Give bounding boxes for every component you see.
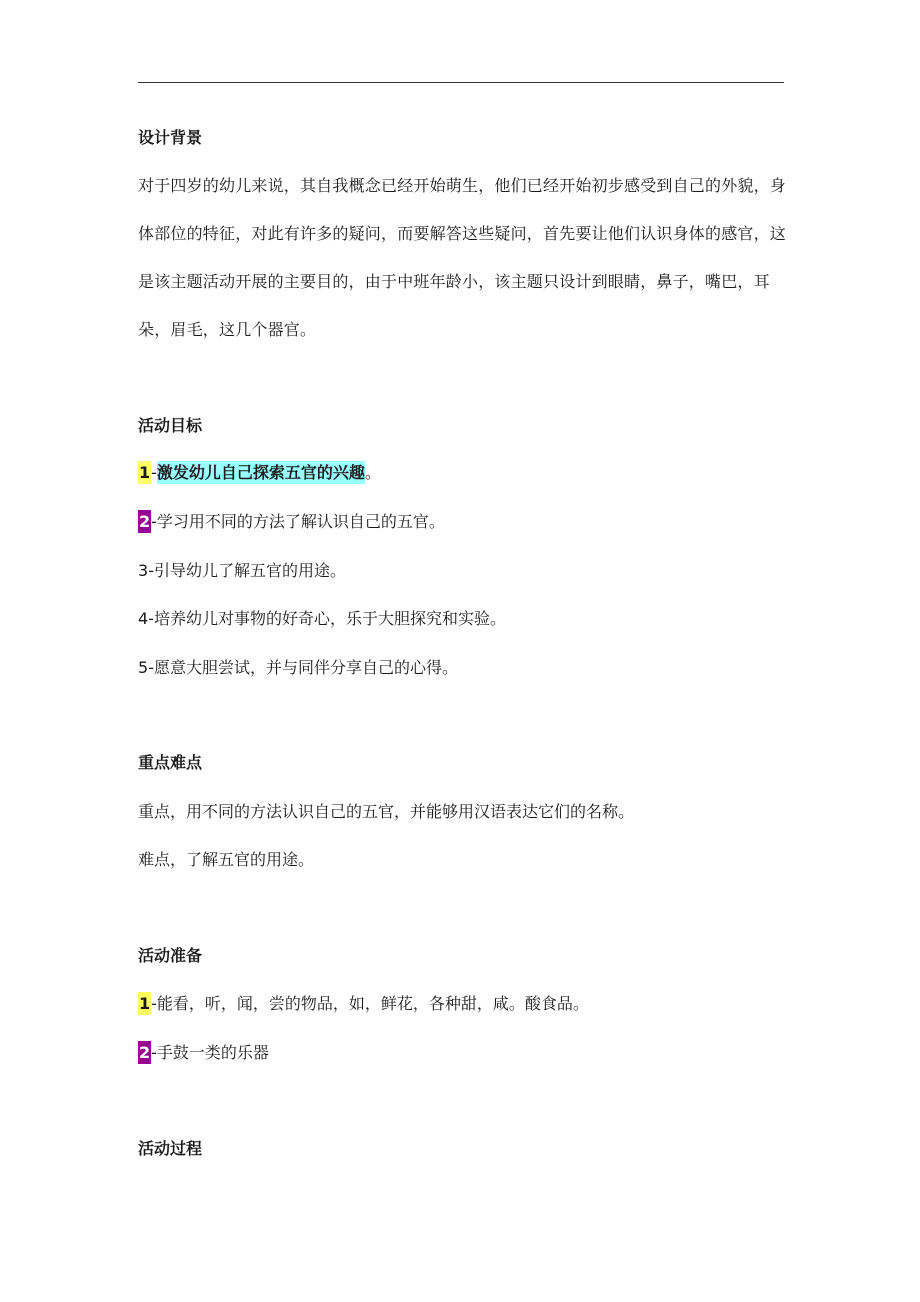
prep-separator-1: -: [151, 994, 157, 1013]
key-point-line-2: 难点，了解五官的用途。: [138, 850, 315, 869]
goal-item-5: [138, 655, 458, 681]
prep-item-2: [138, 1040, 269, 1066]
goal-tail-1: 。: [364, 463, 381, 482]
prep-item-1: [138, 991, 589, 1017]
prep-separator-2: -: [151, 1043, 157, 1062]
heading-preparation: 活动准备: [138, 946, 203, 965]
goal-text-4: 培养幼儿对事物的好奇心，乐于大胆探究和实验。: [153, 609, 506, 628]
goal-item-1: [138, 460, 381, 486]
goal-text-5: 愿意大胆尝试，并与同伴分享自己的心得。: [153, 658, 458, 677]
goal-number-4: 4: [138, 609, 149, 628]
goal-item-2: [138, 509, 445, 535]
header-rule: [138, 82, 784, 83]
goal-text-3: 引导幼儿了解五官的用途。: [153, 561, 346, 580]
heading-process: 活动过程: [138, 1139, 203, 1158]
goal-number-1: 1: [139, 463, 151, 482]
goal-number-2: 2: [139, 512, 151, 531]
goal-text-1: 激发幼儿自己探索五官的兴趣: [156, 463, 365, 482]
heading-goals: 活动目标: [138, 416, 203, 435]
key-point-line-1: 重点，用不同的方法认识自己的五官，并能够用汉语表达它们的名称。: [138, 802, 635, 821]
background-paragraph: 对于四岁的幼儿来说，其自我概念已经开始萌生，他们已经开始初步感受到自己的外貌，身体部位的特征，对此有许多的疑问，而要解答这些疑问，首先要让他们认识身体的感官，这是该主题活动开展的主要目的，由于中班年龄小，该主题只设计到眼睛，鼻子，嘴巴，耳朵，眉毛，这几个器官。: [138, 176, 787, 339]
goal-separator-3: -: [148, 561, 154, 580]
goal-item-4: [138, 606, 506, 632]
goal-number-5: 5: [138, 658, 149, 677]
goal-item-3: [138, 558, 346, 584]
prep-text-1: 能看，听，闻，尝的物品，如，鲜花，各种甜，咸。酸食品。: [156, 994, 589, 1013]
prep-text-2: 手鼓一类的乐器: [156, 1043, 269, 1062]
goal-separator-4: -: [148, 609, 154, 628]
heading-background: 设计背景: [138, 128, 203, 147]
goal-number-3: 3: [138, 561, 149, 580]
goal-text-2: 学习用不同的方法了解认识自己的五官。: [156, 512, 445, 531]
goal-separator-1: -: [151, 463, 157, 482]
goal-separator-2: -: [151, 512, 157, 531]
prep-number-2: 2: [139, 1043, 151, 1062]
goal-separator-5: -: [148, 658, 154, 677]
heading-key-points: 重点难点: [138, 753, 203, 772]
prep-number-1: 1: [139, 994, 151, 1013]
